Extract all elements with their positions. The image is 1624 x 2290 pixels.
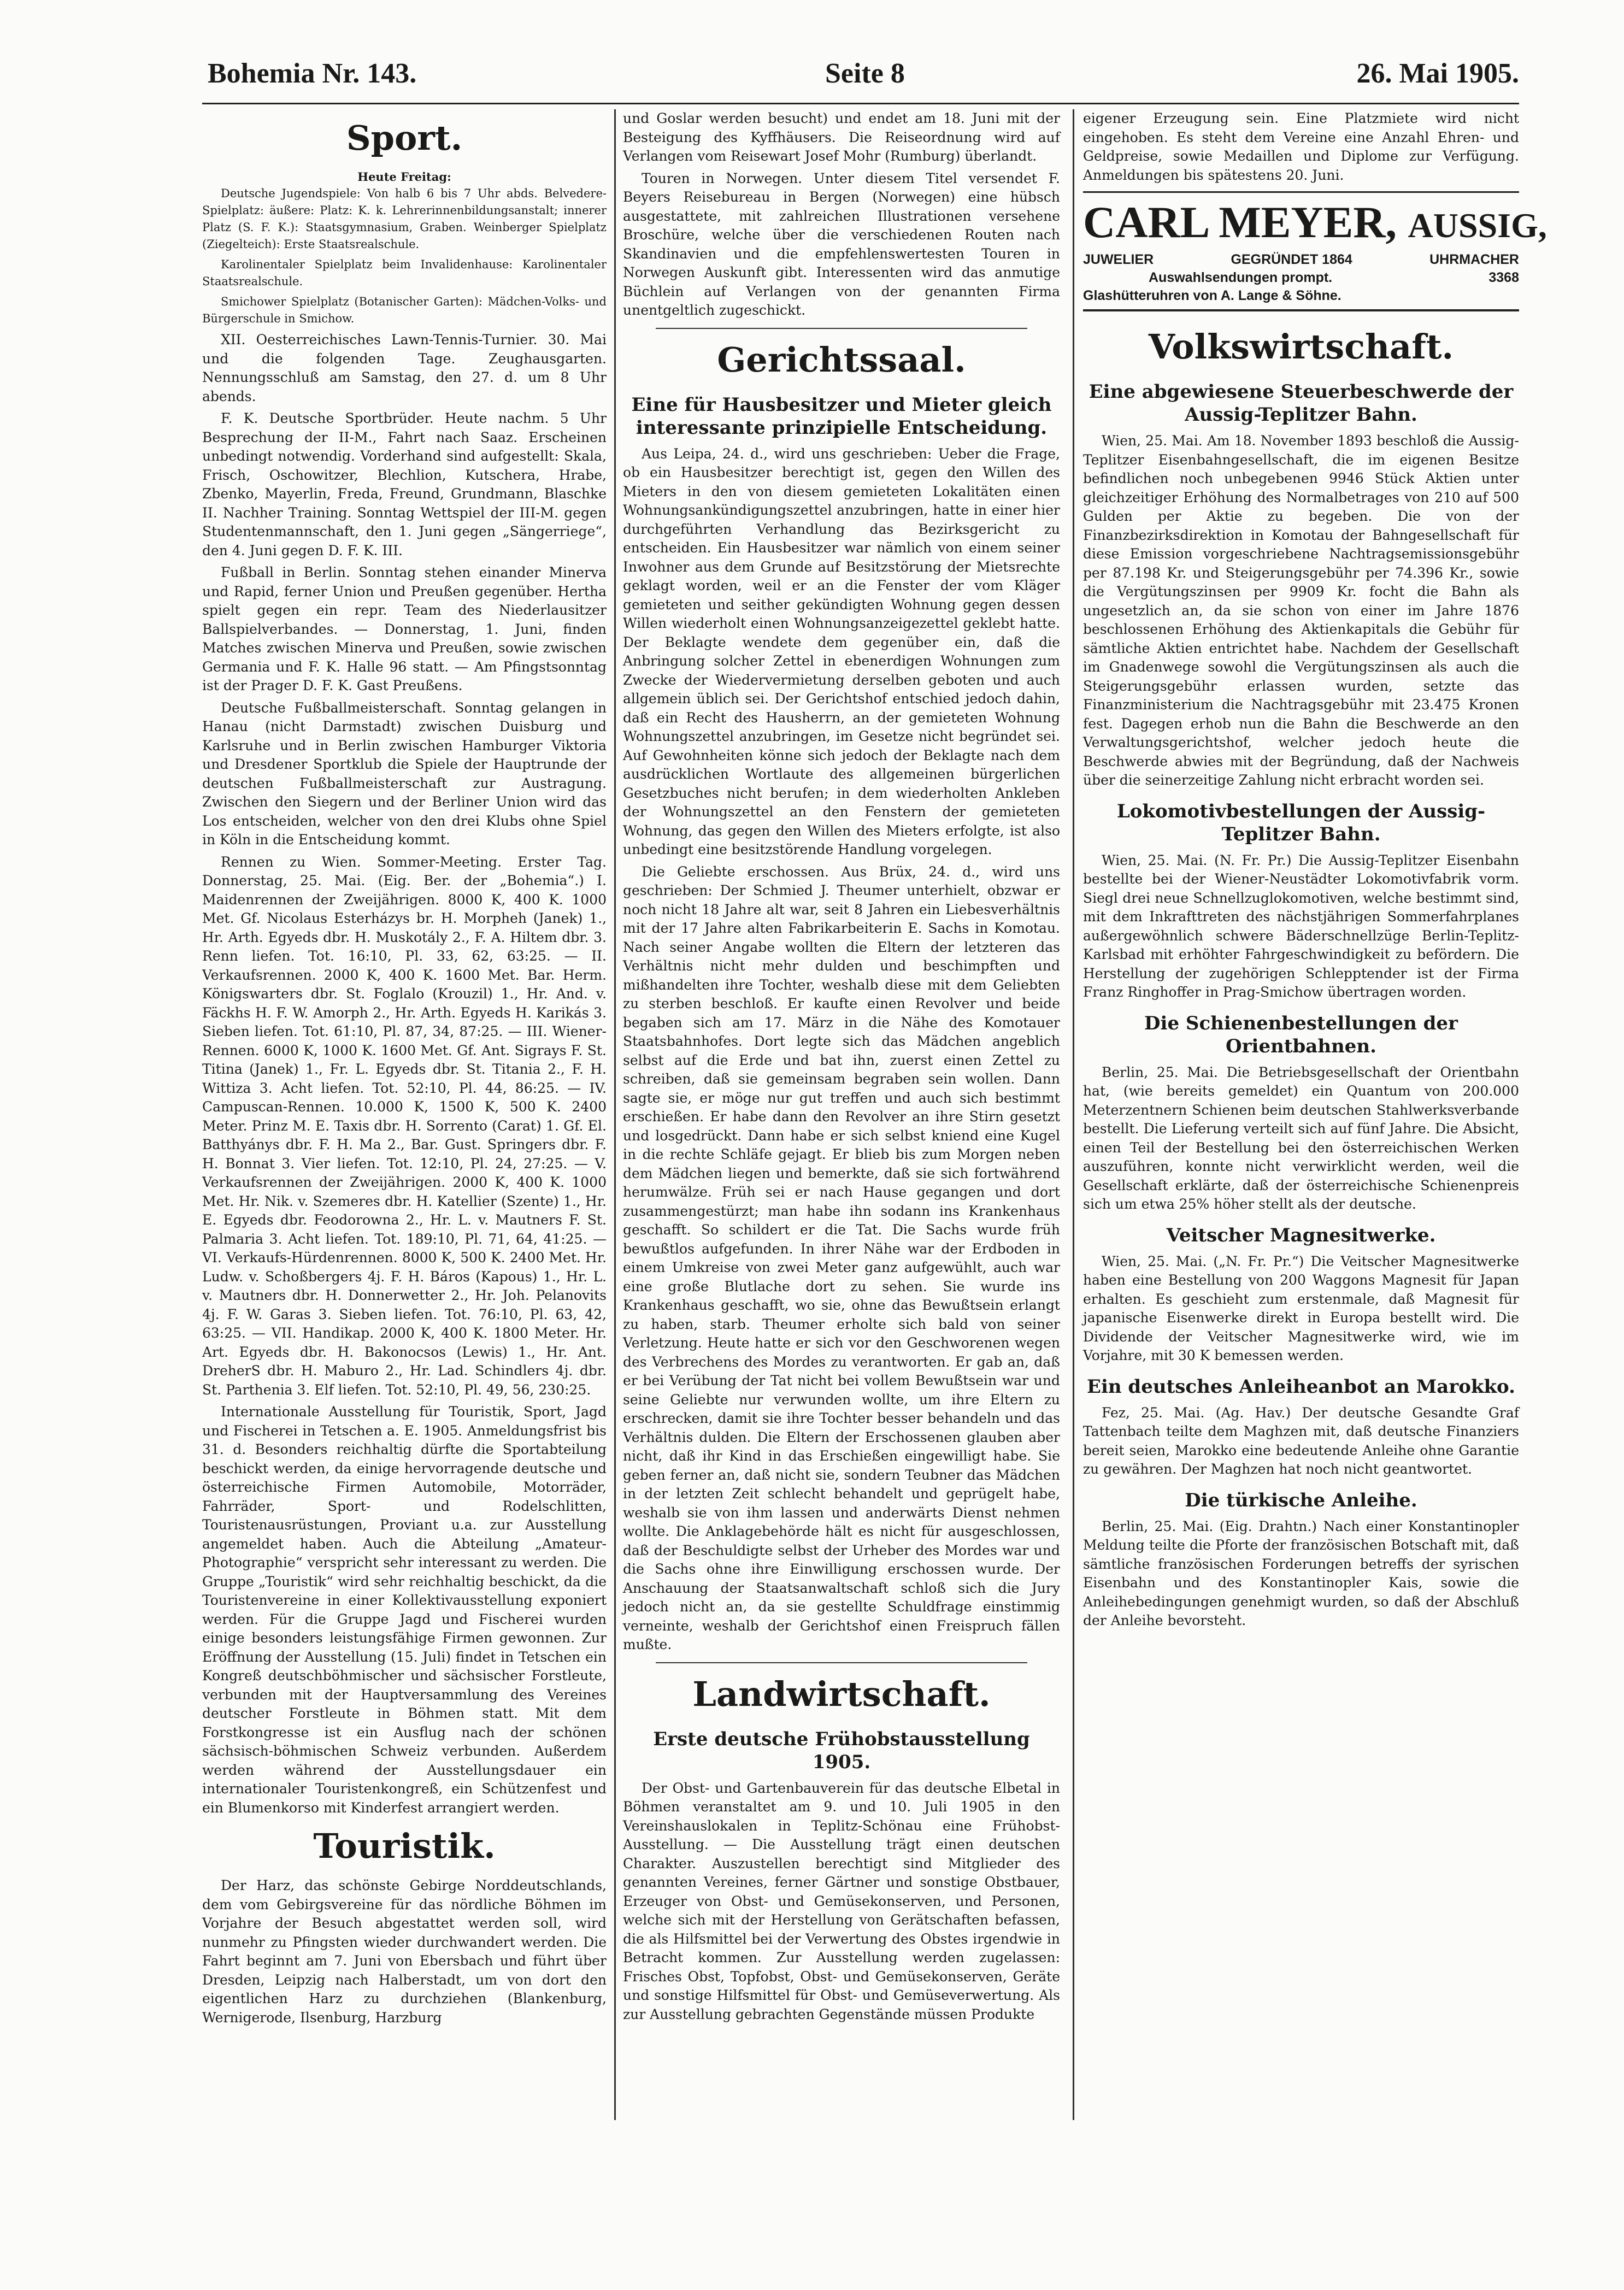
ad-line-2 [1083,269,1519,287]
header-rule [202,103,1519,104]
article-smichow: Smichower Spielplatz (Botanischer Garten): Mädchen-Volks- und Bürgerschule in Smichow. [202,295,607,325]
article-geliebte: Die Geliebte erschossen. Aus Brüx, 24. d., wird uns geschrieben: Der Schmied J. Theumer unterhielt, obzwar er noch nicht 18 Jahre alt war, seit 8 Jahren ein Liebesverhältnis mit der 17 Jahre alten Fabrikarbeiterin E. Sachs in Komotau. Nach seiner Angabe wollten die Eltern der letzteren das Verhältnis nicht mehr dulden und beschimpften und mißhandelten ihre Tochter, weshalb diese mit dem Geliebten zu sterben beschloß. Er kaufte einen Revolver und beide begaben sich am 17. März in die Nähe des Komotauer Staatsbahnhofes. Dort legte sich das Mädchen angeblich selbst auf die Erde und bat ihn, zuerst einen Zettel zu schreiben, daß sie gemeinsam begraben sein wollen. Dann sagte sie, er möge nur gut treffen und auch sich bestimmt erschießen. Er habe dann den Revolver an ihre Stirn gesetzt und losgedrückt. Dann habe er sich selbst kniend eine Kugel in die rechte Schläfe gejagt. Er blieb bis zum Morgen neben dem Mädchen liegen und bemerkte, daß sie sich fortwährend herumwälze. Früh sei er nach Hause gegangen und dort zusammengestürzt; man habe ihn sodann ins Krankenhaus geschafft. So schildert er die Tat. Die Sachs wurde früh bewußtlos aufgefunden. In ihrer Nähe war der Erdboden in einem Umkreise von zwei Meter ganz aufgewühlt, auch war eine große Blutlache dort zu sehen. Sie wurde ins Krankenhaus geschafft, wo sie, ohne das Bewußtsein erlangt zu haben, starb. Theumer erholte sich bald von seiner Verletzung. Heute hatte er sich vor den Geschworenen wegen des Verbrechens des Mordes zu verantworten. Er gab an, daß er bei Verübung der Tat nicht bei vollem Bewußtsein war und seine Geliebte nur verwunden wollte, um ihre Eltern zu erschrecken, damit sie ihre Tochter besser behandeln und das Verhältnis dulden. Die Eltern der Erschossenen glauben aber nicht, daß ihr Kind in das Erschießen eingewilligt habe. Sie geben ferner an, daß nicht sie, sondern Teubner das Mädchen in der letzten Zeit schlecht behandelt und geprügelt habe, weshalb sie von ihm lassen und anderwärts Dienst nehmen wollte. Die Anklagebehörde hält es nicht für ausgeschlossen, daß der Beschuldigte selbst der Urheber des Mordes war und die Sachs ohne ihre Einwilligung erschossen wurde. Der Anschauung der Staatsanwaltschaft schloß sich die Jury jedoch nicht an, da sie gestellte Schuldfrage einstimmig verneinte, weshalb der Gerichtshof einen Freispruch fällen mußte. [623,863,1060,1652]
page-number: Seite 8 [825,58,905,89]
ad-line-1 [1083,251,1519,269]
ad-glashuette: Glashütteruhren von A. Lange & Söhne. [1083,288,1341,303]
headline-tuerkei: Die türkische Anleihe. [1185,1489,1417,1511]
section-title-landwirtschaft: Landwirtschaft. [692,1674,991,1714]
ad-city: AUSSIG, [1408,206,1547,245]
article-tuerkei: Berlin, 25. Mai. (Eig. Drahtn.) Nach einer Konstantinopler Meldung teilte die Pforte der französischen Botschaft mit, daß sämtliche französischen Forderungen betreffs der syrischen Eisenbahn und des Konstantinopler Kais, sowie die Anleihebedingungen genehmigt wurden, so daß der Abschluß der Anleihe bevorsteht. [1083,1518,1519,1628]
ad-founded: GEGRÜNDET 1864 [1231,252,1352,267]
article-rennen-wien: Rennen zu Wien. Sommer-Meeting. Erster Tag. Donnerstag, 25. Mai. (Eig. Ber. der „Bohemia“.) I. Maidenrennen der Zweijährigen. 8000 K, 400 K. 1000 Met. Gf. Nicolaus Esterházys br. H. Morpheh (Janek) 1., Hr. Arth. Egyeds dbr. H. Muskotály 2., F. A. Hiltem dbr. 3. Renn liefen. Tot. 16:10, Pl. 33, 62, 63:25. — II. Verkaufsrennen. 2000 K, 400 K. 1600 Met. Bar. Herm. Königswarters dbr. St. Foglalo (Krouzil) 1., Hr. And. v. Fäckhs H. F. W. Amorph 2., Hr. Arth. Egyeds H. Karikás 3. Sieben liefen. Tot. 61:10, Pl. 87, 34, 87:25. — III. Wiener-Rennen. 6000 K, 1000 K. 1600 Met. Gf. Ant. Sigrays F. St. Titina (Janek) 1., Fr. L. Egyeds dbr. St. Titania 2., F. H. Wittiza 3. Acht liefen. Tot. 52:10, Pl. 44, 86:25. — IV. Campuscan-Rennen. 10.000 K, 1500 K, 500 K. 2400 Meter. Prinz M. E. Taxis dbr. H. Sorrento (Carat) 1. Gf. El. Batthyánys dbr. F. H. Ma 2., Bar. Gust. Springers dbr. F. H. Bonnat 3. Vier liefen. Tot. 12:10, Pl. 24, 27:25. — V. Verkaufsrennen der Zweijährigen. 2000 K, 400 K. 1000 Met. Hr. Nik. v. Szemeres dbr. H. Katellier (Szente) 1., Hr. E. Egyeds dbr. Feodorowna 2., Hr. L. v. Mautners F. St. Palmaria 3. Acht liefen. Tot. 189:10, Pl. 71, 64, 41:25. — VI. Verkaufs-Hürdenrennen. 8000 K, 500 K. 2400 Met. Hr. Ludw. v. Schoßbergers 4j. F. H. Báros (Kapous) 1., Hr. L. v. Mautners dbr. H. Donnerwetter 2., Hr. Joh. Pelanovits 4j. F. W. Garas 3. Sieben liefen. Tot. 76:10, Pl. 63, 42, 63:25. — VII. Handikap. 2000 K, 400 K. 1800 Meter. Hr. Art. Egyeds dbr. H. Bakonocsos (Lewis) 1., Hr. Ant. DreherS dbr. H. Maburo 2., Hr. Lad. Schindlers 4j. dbr. St. Parthenia 3. Elf liefen. Tot. 52:10, Pl. 49, 56, 230:25. [202,853,607,1398]
article-veitsch: Wien, 25. Mai. („N. Fr. Pr.“) Die Veitscher Magnesitwerke haben eine Bestellung von 200 Waggons Magnesit für Japan erhalten. Es geschieht zum erstenmale, daß Magnesit für japanische Eisenwerke direkt in Europa bestellt wird. Die Dividende der Veitscher Magnesitwerke wird, wie im Vorjahre, mit 30 K bemessen werden. [1083,1253,1519,1363]
section-divider [656,1662,1027,1663]
headline-fruehobst: Erste deutsche Frühobstausstellung 1905. [653,1728,1030,1773]
article-lokomotiv: Wien, 25. Mai. (N. Fr. Pr.) Die Aussig-Teplitzer Eisenbahn bestellte bei der Wiener-Neustädter Lokomotivfabrik vorm. Siegl drei neue Schnellzuglokomotiven, welche bestimmt sind, mit dem Inkrafttreten des nächstjährigen Sommerfahrplanes außergewöhnlich schwere Bäderschnellzüge Berlin-Teplitz-Karlsbad mit erhöhter Fahrgeschwindigkeit zu befördern. Die Herstellung der zugehörigen Schlepptender ist der Firma Franz Ringhoffer in Prag-Smichow übertragen worden. [1083,852,1519,1000]
column-rule [614,109,616,2120]
headline-veitsch: Veitscher Magnesitwerke. [1166,1224,1436,1246]
section-title-sport: Sport. [346,118,463,158]
article-obstausstellung: Der Obst- und Gartenbauverein für das deutsche Elbetal in Böhmen veranstaltet am 9. und 10. Juli 1905 in den Vereinshauslokalen in Teplitz-Schönau eine Frühobst-Ausstellung. — Die Ausstellung trägt einen deutschen Charakter. Auszustellen berechtigt sind Mitglieder des genannten Vereines, ferner Gärtner und sonstige Obstbauer, Erzeuger von Obst- und Gemüsekonserven, und Personen, welche sich mit der Herstellung von Gerätschaften befassen, die als Hilfsmittel bei der Verwertung des Obstes irgendwie in Betracht kommen. Zur Ausstellung werden zugelassen: Frisches Obst, Topfobst, Obst- und Gemüsekonserven, Geräte und sonstige Hilfsmittel für Obst- und Gemüseverwertung. Als zur Ausstellung gebrachten Gegenstände müssen Produkte [623,1780,1060,2022]
column-gerichtssaal [623,109,1060,2120]
article-norwegen: Touren in Norwegen. Unter diesem Titel versendet F. Beyers Reisebureau in Bergen (Norwegen) eine hübsch ausgestattete, mit zahlreichen Illustrationen versehene Broschüre, welche über die verschiedenen Routen nach Skandinavien und die empfehlenswertesten Touren in Norwegen Auskunft gibt. Interessenten wird das anmutige Büchlein auf Verlangen von der genannten Firma unentgeltlich zugeschickt. [623,170,1060,318]
column-volkswirtschaft [1083,109,1547,2120]
article-steuerbeschwerde: Wien, 25. Mai. Am 18. November 1893 beschloß die Aussig-Teplitzer Eisenbahngesellschaft, die im eigenen Besitze befindlichen noch unbegebenen 9946 Stück Aktien unter gleichzeitiger Erhöhung des Normalbetrages von 210 auf 500 Gulden per Aktie zu begeben. Die von der Finanzbezirksdirektion in Komotau der Bahngesellschaft für diese Emission vorgeschriebene Nachtragsemissionsgebühr per 87.198 Kr. und Steigerungsgebühr per 74.396 Kr., sowie die Vergütungszinsen per 9909 Kr. focht die Bahn als ungesetzlich an, da sie schon von einer im Jahre 1876 beschlossenen Erhöhung des Aktienkapitals die Gebühr für sämtliche Aktien entrichtet habe. Nachdem der Gesellschaft im Gnadenwege sowohl die Vergütungszinsen als auch die Steigerungsgebühr erlassen wurden, setzte das Finanzministerium die Nachtragsgebühr mit 23.475 Kronen fest. Dagegen erhob nun die Bahn die Beschwerde an den Verwaltungsgerichtshof, welcher jedoch heute die Beschwerde abwies mit der Begründung, daß der Nachweis über die seinerzeitige Zahlung nicht erbracht worden sei. [1083,433,1519,788]
article-tennis: XII. Oesterreichisches Lawn-Tennis-Turnier. 30. Mai und die folgenden Tage. Zeughausgarten. Nennungsschluß am Samstag, den 27. d. um 8 Uhr abends. [202,332,607,404]
article-marokko: Fez, 25. Mai. (Ag. Hav.) Der deutsche Gesandte Graf Tattenbach teilte dem Maghzen mit, daß deutsche Finanziers bereit seien, Marokko eine bedeutende Anleihe ohne Garantie zu gewähren. Der Maghzen hat noch nicht geantwortet. [1083,1404,1519,1477]
article-sportbrueder: F. K. Deutsche Sportbrüder. Heute nachm. 5 Uhr Besprechung der II-M., Fahrt nach Saaz. Erscheinen unbedingt notwendig. Vorderhand sind aufgestellt: Skala, Frisch, Oschowitzer, Blechlion, Kutschera, Hrabe, Zbenko, Mayerlin, Freda, Freund, Grundmann, Blaschke II. Nachher Training. Sonntag Wettspiel der III-M. gegen Studentenmannschaft, den 1. Juni gegen „Sängerriege“, den 4. Juni gegen D. F. K. III. [202,410,607,558]
article-obst-cont: eigener Erzeugung sein. Eine Platzmiete wird nicht eingehoben. Es steht dem Vereine eine Anzahl Ehren- und Geldpreise, sowie Medaillen und Diplome zur Verfügung. Anmeldungen bis spätestens 20. Juni. [1083,110,1519,183]
headline-schienen: Die Schienenbestellungen der Orientbahnen. [1144,1012,1458,1057]
article-harz: Der Harz, das schönste Gebirge Norddeutschlands, dem vom Gebirgsvereine für das nördliche Böhmen im Vorjahre der Besuch abgestattet werden soll, wird nunmehr zu Pfingsten wieder durchwandert werden. Die Fahrt beginnt am 7. Juni von Ebersbach und führt über Dresden, Leipzig nach Halberstadt, um von dort den eigentlichen Harz zu durchziehen (Blankenburg, Wernigerode, Ilsenburg, Harzburg [202,1877,607,2026]
article-fussball-berlin: Fußball in Berlin. Sonntag stehen einander Minerva und Rapid, ferner Union und Preußen gegenüber. Hertha spielt gegen ein repr. Team des Niederlausitzer Ballspielverbandes. — Donnerstag, 1. Juni, finden Matches zwischen Minerva und Preußen, sowie zwischen Germania und F. K. Halle 96 statt. — Am Pfingstsonntag ist der Prager D. F. K. Gast Preußens. [202,564,607,693]
article-ausstellung-tetschen: Internationale Ausstellung für Touristik, Sport, Jagd und Fischerei in Tetschen a. E. 1905. Anmeldungsfrist bis 31. d. Besonders reichhaltig dürfte die Sportabteilung beschickt werden, da einige hervorragende deutsche und österreichische Firmen Automobile, Motorräder, Fahrräder, Sport- und Rodelschlitten, Touristenausrüstungen, Proviant u.a. zur Ausstellung angemeldet haben. Auch die Abteilung „Amateur-Photographie“ verspricht sehr interessant zu werden. Die Gruppe „Touristik“ wird sehr reichhaltig beschickt, da die Touristenvereine in einer Kollektivausstellung exponiert werden. Für die Gruppe Jagd und Fischerei wurden einige besonders leistungsfähige Firmen gewonnen. Zur Eröffnung der Ausstellung (15. Juli) findet in Tetschen ein Kongreß deutschböhmischer und sächsischer Forstleute, verbunden mit der Hauptversammlung des Vereines deutscher Forstleute in Böhmen statt. Mit dem Forstkongresse ist ein Ausflug nach der schönen sächsisch-böhmischen Schweiz verbunden. Außerdem werden während der Ausstellungsdauer ein internationaler Touristenkongreß, ein Schützenfest und ein Blumenkorso mit Kinderfest arrangiert werden. [202,1404,607,1816]
article-meisterschaft: Deutsche Fußballmeisterschaft. Sonntag gelangen in Hanau (nicht Darmstadt) zwischen Duisburg und Karlsruhe und in Berlin zwischen Hamburger Viktoria und Dresdener Sportklub die Spiele der Hauptrunde der deutschen Fußballmeisterschaft zur Austragung. Zwischen den Siegern und der Berliner Union wird das Los entscheiden, welcher von den drei Klubs ohne Spiel in Köln in die Entscheidung kommt. [202,699,607,847]
ad-uhrmacher: UHRMACHER [1429,252,1519,267]
section-title-volkswirtschaft: Volkswirtschaft. [1148,327,1454,367]
ad-number: 3368 [1488,270,1519,285]
section-title-gerichtssaal: Gerichtssaal. [717,339,966,380]
headline-marokko: Ein deutsches Anleiheanbot an Marokko. [1087,1375,1515,1398]
headline-hausbesitzer: Eine für Hausbesitzer und Mieter gleich interessante prinzipielle Entscheidung. [631,393,1052,439]
article-karolinental: Karolinentaler Spielplatz beim Invalidenhause: Karolinentaler Staatsrealschule. [202,258,607,288]
article-jugendspiele: Deutsche Jugendspiele: Von halb 6 bis 7 Uhr abds. Belvedere-Spielplatz: äußere: Platz: K. k. Lehrerinnenbildungsanstalt; innerer Platz (S. F. K.): Staatsgymnasium, Graben. Weinberger Spielplatz (Ziegelteich): Erste Staatsrealschule. [202,187,607,251]
section-title-touristik: Touristik. [313,1826,496,1866]
column-rule [1073,109,1074,2120]
advertisement-carl-meyer [1083,191,1547,311]
ad-auswahl: Auswahlsendungen prompt. [1149,270,1333,285]
ad-company-name [1083,197,1547,251]
article-leipa: Aus Leipa, 24. d., wird uns geschrieben: Ueber die Frage, ob ein Hausbesitzer berechtigt ist, gegen den Willen des Mieters in den von diesem gemieteten Lokalitäten einen Wohnungsankündigungszettel anzubringen, hatte in einer hier durchgeführten Verhandlung das Bezirksgericht zu entscheiden. Ein Hausbesitzer war nämlich von einem seiner Inwohner aus dem Grunde auf Besitzstörung der Mietsrechte geklagt worden, weil er an die Fenster der vom Kläger gemieteten und seither gekündigten Wohnung gegen dessen Willen wiederholt einen Wohnungsanzeigezettel geklebt hatte. Der Beklagte wendete dem gegenüber ein, daß die Anbringung solcher Zettel in ebenerdigen Wohnungen zum Zwecke der Wiedervermietung derselben geboten und auch allgemein üblich sei. Der Gerichtshof entschied jedoch dahin, daß ein Recht des Hausherrn, an der gemieteten Wohnung Wohnungszettel anzubringen, im Gesetze nicht begründet sei. Auf Gewohnheiten könne sich jedoch der Beklagte nach dem ausdrücklichen Wortlaute des allgemeinen bürgerlichen Gesetzbuches nicht berufen; in dem wiederholten Ankleben der Wohnungszettel an den Fenstern der gemieteten Wohnung, das gegen den Willen des Mieters erfolgte, ist also unbedingt eine besitzstörende Handlung vorgelegen. [623,445,1060,857]
ad-juwelier: JUWELIER [1083,252,1154,267]
schedule-heading: Heute Freitag: [357,170,451,184]
issue-date: 26. Mai 1905. [1356,58,1519,89]
section-divider [656,328,1027,329]
ad-name: CARL MEYER, [1083,197,1397,247]
column-sport [202,109,607,2120]
headline-steuerbeschwerde: Eine abgewiesene Steuerbeschwerde der Aussig-Teplitzer Bahn. [1088,381,1514,426]
headline-lokomotiv: Lokomotivbestellungen der Aussig-Teplitzer Bahn. [1116,800,1486,845]
ad-line-3 [1083,287,1519,305]
article-schienen: Berlin, 25. Mai. Die Betriebsgesellschaft der Orientbahn hat, (wie bereits gemeldet) ein Quantum von 200.000 Meterzentnern Schienen beim deutschen Stahlwerksverbande bestellt. Die Lieferung verteilt sich auf fünf Jahre. Die Absicht, einen Teil der Bestellung bei den österreichischen Werken auszuführen, konnte nicht verwirklicht werden, weil die Gesellschaft erklärte, daß der österreichische Schienenpreis sich um etwa 25% höher stellt als der deutsche. [1083,1064,1519,1212]
issue-label: Bohemia Nr. 143. [208,58,417,89]
page-header [202,57,1519,96]
article-harz-cont: und Goslar werden besucht) und endet am 18. Juni mit der Besteigung des Kyffhäusers. Die Reiseordnung wird auf Verlangen vom Reisewart Josef Mohr (Rumburg) überlandt. [623,110,1060,164]
